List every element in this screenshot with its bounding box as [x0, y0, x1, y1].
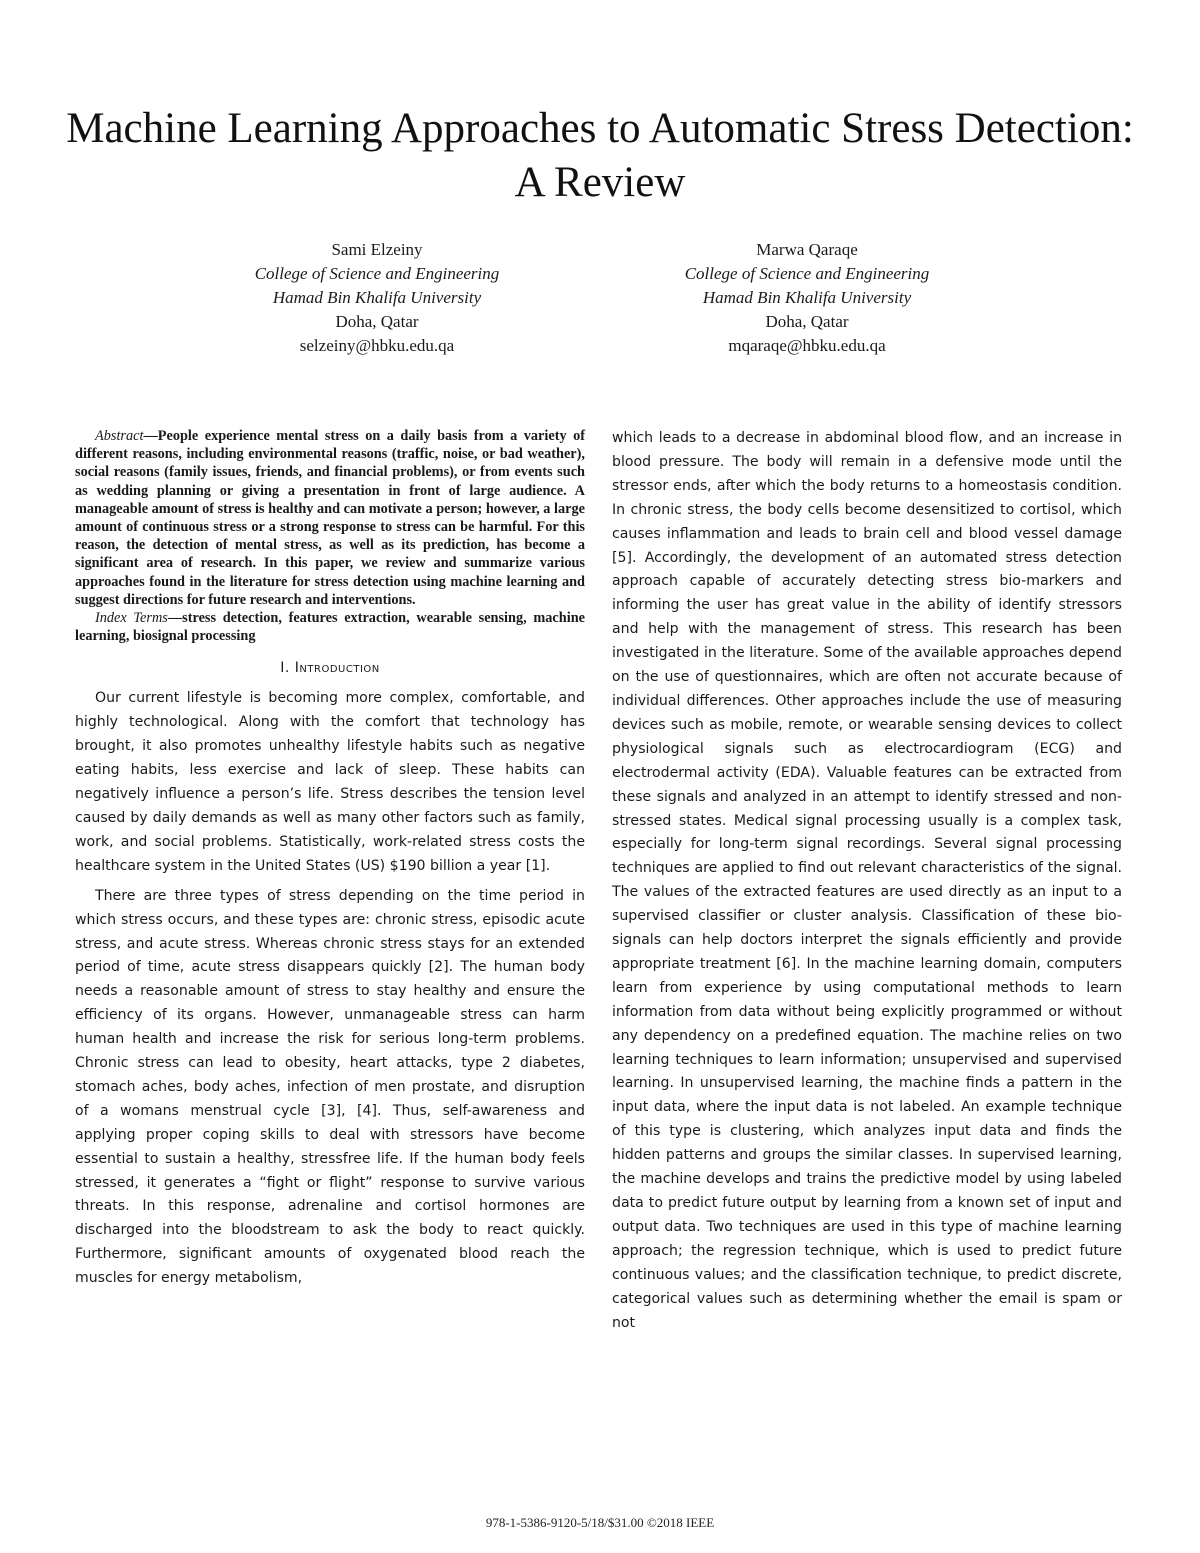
author-location: Doha, Qatar — [335, 312, 419, 331]
author-department: College of Science and Engineering — [254, 264, 500, 283]
section-title: Introduction — [294, 660, 380, 677]
body-paragraph: which leads to a decrease in abdominal blood flow, and an increase in blood pressure. The body will remain in a defensive mode until the stressor ends, after which the body returns to a homeostasis condition. In chronic stress, the body cells become desensitized to cortisol, which causes inflammation and leads to brain cell and blood vessel damage [5]. Accordingly, the development of an automated stress detection approach capable of accurately detecting stress bio-markers and informing the user has great value in the ability of identify stressors and help with the management of stress. This research has been investigated in the literature. Some of the available approaches depend on the use of questionnaires, which are often not accurate because of individual differences. Other approaches include the use of measuring devices such as mobile, remote, or wearable sensing devices to collect physiological signals such as electrocardiogram (ECG) and electrodermal activity (EDA). Valuable features can be extracted from these signals and analyzed in an attempt to identify stressed and non-stressed states. Medical signal processing usually is a complex task, especially for long-term signal recordings. Several signal processing techniques are applied to find out relevant characteristics of the signal. The values of the extracted features are used directly as an input to a supervised classifier or cluster analysis. Classification of these bio-signals can help doctors interpret the signals efficiently and provide appropriate treatment [6]. In the machine learning domain, computers learn from experience by using computational methods to learn information from data without being explicitly programmed or without any dependency on a predefined equation. The machine relies on two learning techniques to learn information; unsupervised and supervised learning. In unsupervised learning, the machine finds a pattern in the input data, where the input data is not labeled. An example technique of this type is clustering, which analyzes input data and finds the hidden patterns and groups the similar classes. In supervised learning, the machine develops and trains the predictive model by using labeled data to predict future output by learning from a known set of input and output data. Two techniques are used in this type of machine learning approach; the regression technique, which is used to predict future continuous values; and the classification technique, to predict discrete, categorical values such as determining whether the email is spam or not — [612, 430, 1122, 1331]
author-email: selzeiny@hbku.edu.qa — [299, 336, 455, 355]
index-terms-text: —stress detection, features extraction, wearable sensing, machine learning, biosignal processing — [75, 610, 586, 645]
body-paragraph: Our current lifestyle is becoming more complex, comfortable, and highly technological. Along with the comfort that technology has brought, it also promotes unhealthy lifestyle habits such as negative eating habits, less exercise and lack of sleep. These habits can negatively influence a person’s life. Stress describes the tension level caused by daily demands as well as many other factors such as family, work, and social problems. Statistically, work-related stress costs the healthcare system in the United States (US) $190 billion a year [1]. — [75, 690, 585, 874]
abstract-text: —People experience mental stress on a daily basis from a variety of different reasons, including environmental reasons (traffic, noise, or bad weather), social reasons (family issues, friends, and financial problems), or from events such as wedding planning or giving a presentation in front of large audience. A manageable amount of stress is healthy and can motivate a person; however, a large amount of continuous stress or a strong response to stress can be harmful. For this reason, the detection of mental stress, as well as its prediction, has become a significant area of research. In this paper, we review and summarize various approaches found in the literature for stress detection using machine learning and suggest directions for future research and interventions. — [75, 428, 585, 608]
author-block-2 — [577, 238, 1037, 358]
author-department: College of Science and Engineering — [684, 264, 930, 283]
author-institution: Hamad Bin Khalifa University — [702, 288, 912, 307]
section-number: I. — [280, 660, 290, 677]
right-column — [612, 427, 1122, 1335]
section-heading — [75, 657, 585, 679]
abstract-label: Abstract — [95, 428, 144, 444]
paper-title: Machine Learning Approaches to Automatic Stress Detection: A Review — [66, 105, 1134, 206]
author-location: Doha, Qatar — [765, 312, 849, 331]
body-paragraph: There are three types of stress depending on the time period in which stress occurs, and these types are: chronic stress, episodic acute stress, and acute stress. Whereas chronic stress stays for an extended period of time, acute stress disappears quickly [2]. The human body needs a reasonable amount of stress to stay healthy and ensure the efficiency of its organs. However, unmanageable stress can harm human health and increase the risk for serious long-term problems. Chronic stress can lead to obesity, heart attacks, type 2 diabetes, stomach aches, body aches, infection of men prostate, and disruption of a womans menstrual cycle [3], [4]. Thus, self-awareness and applying proper coping skills to deal with stressors have become essential to sustain a healthy, stressfree life. If the human body feels stressed, it generates a “fight or flight” response to survive various threats. In this response, adrenaline and cortisol hormones are discharged into the bloodstream to ask the body to react quickly. Furthermore, significant amounts of oxygenated blood reach the muscles for energy metabolism, — [75, 887, 585, 1287]
author-block-1 — [147, 238, 607, 358]
copyright-footer: 978-1-5386-9120-5/18/$31.00 ©2018 IEEE — [485, 1515, 715, 1530]
left-column — [75, 427, 585, 1291]
author-name: Sami Elzeiny — [331, 240, 423, 259]
author-institution: Hamad Bin Khalifa University — [272, 288, 482, 307]
abstract — [75, 427, 585, 609]
author-email: mqaraqe@hbku.edu.qa — [728, 336, 886, 355]
index-terms-label: Index Terms — [95, 610, 168, 627]
author-name: Marwa Qaraqe — [756, 240, 858, 259]
index-terms — [75, 609, 585, 645]
